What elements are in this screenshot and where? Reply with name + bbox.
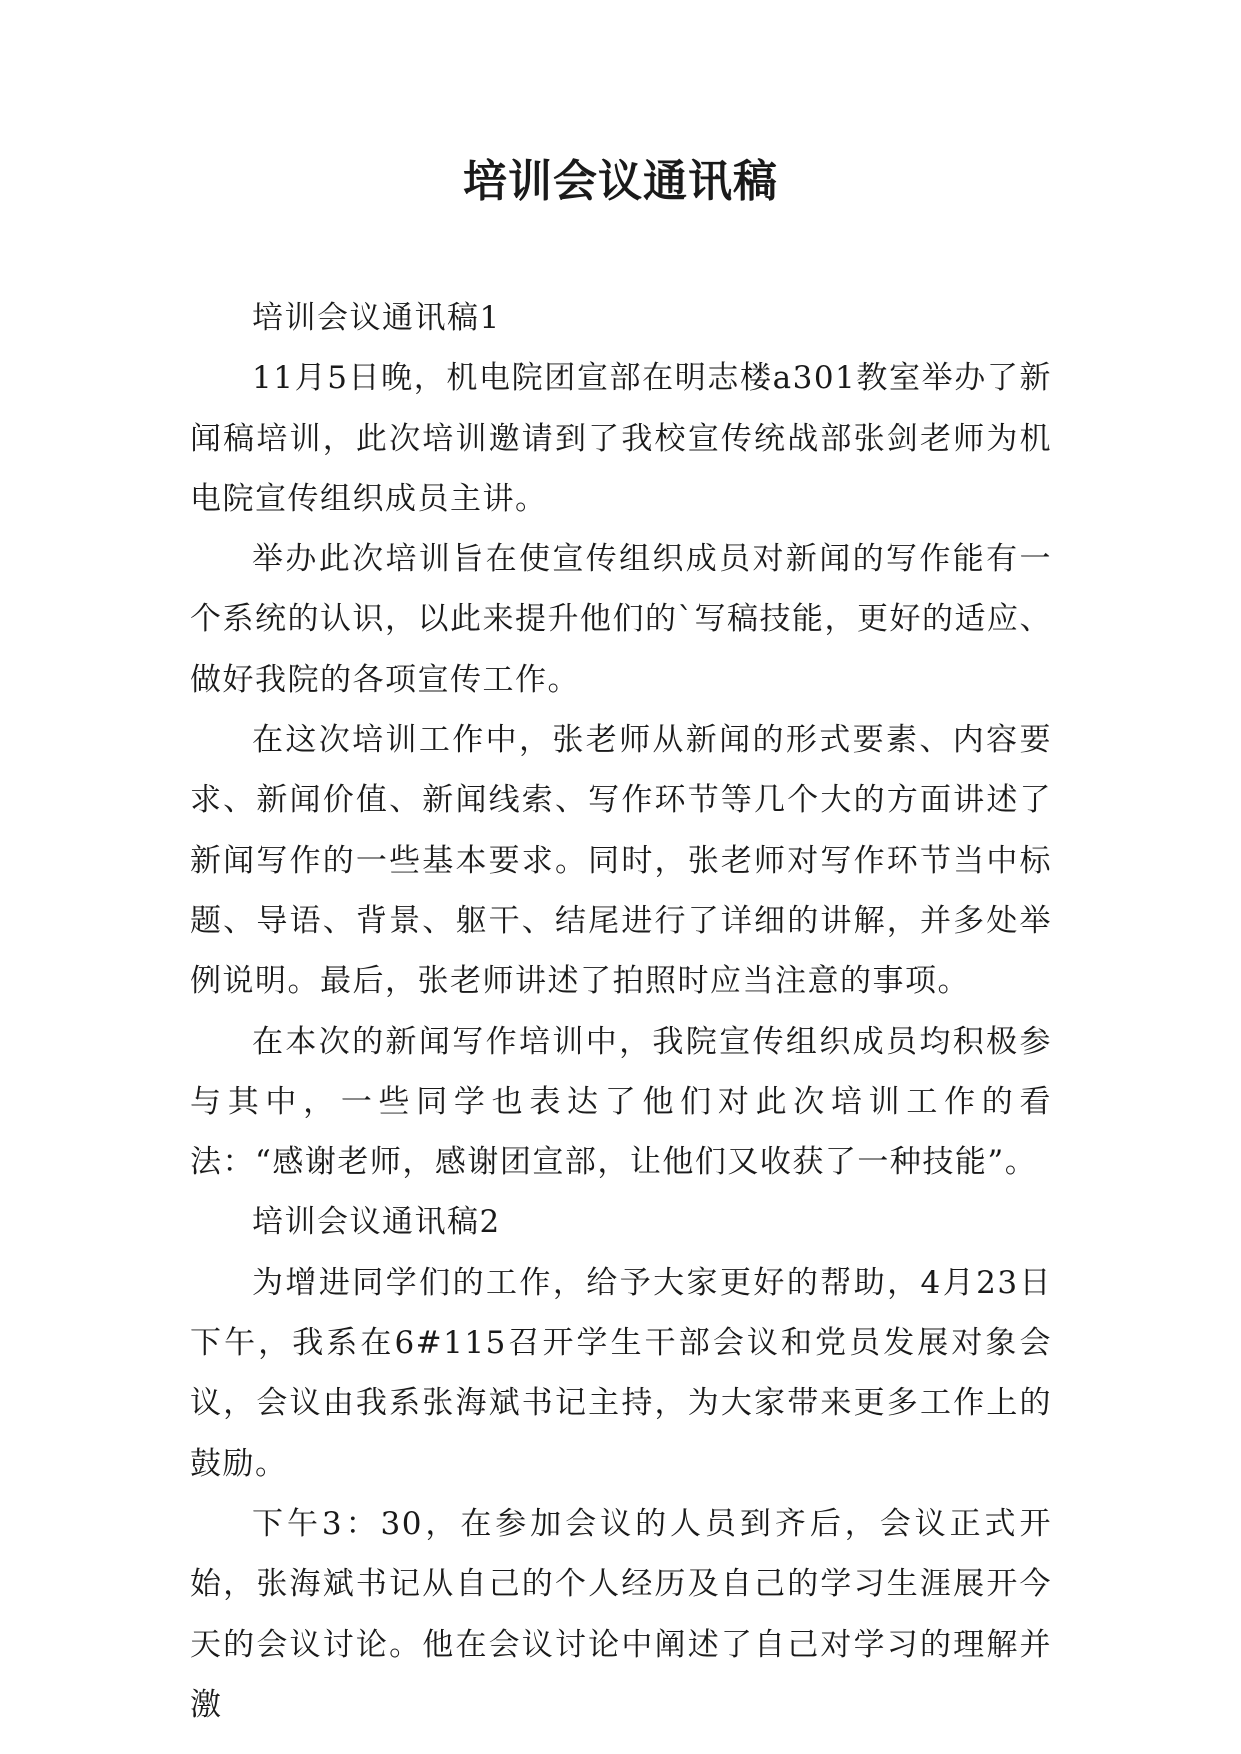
paragraph: 在这次培训工作中，张老师从新闻的形式要素、内容要求、新闻价值、新闻线索、写作环节等几个大的方面讲述了新闻写作的一些基本要求。同时，张老师对写作环节当中标题、导语、背景、躯干、结尾进行了详细的讲解，并多处举例说明。最后，张老师讲述了拍照时应当注意的事项。 [190, 722, 1052, 1000]
document-title: 培训会议通讯稿 [463, 156, 778, 207]
section-heading-1: 培训会议通讯稿1 [252, 300, 501, 336]
paragraph: 为增进同学们的工作，给予大家更好的帮助，4月23日下午，我系在6#115召开学生干部会议和党员发展对象会议，会议由我系张海斌书记主持，为大家带来更多工作上的鼓励。 [190, 1264, 1052, 1482]
section-heading-2: 培训会议通讯稿2 [252, 1204, 501, 1241]
paragraph: 在本次的新闻写作培训中，我院宣传组织成员均积极参与其中，一些同学也表达了他们对此次培训工作的看法：“感谢老师，感谢团宣部，让他们又收获了一种技能”。 [190, 1023, 1052, 1181]
paragraph: 11月5日晚，机电院团宣部在明志楼a301教室举办了新闻稿培训，此次培训邀请到了我校宣传统战部张剑老师为机电院宣传组织成员主讲。 [190, 360, 1052, 517]
document-body [190, 288, 1052, 1735]
paragraph: 下午3：30，在参加会议的人员到齐后，会议正式开始，张海斌书记从自己的个人经历及自己的学习生涯展开今天的会议讨论。他在会议讨论中阐述了自己对学习的理解并激 [190, 1505, 1052, 1723]
paragraph: 举办此次培训旨在使宣传组织成员对新闻的写作能有一个系统的认识，以此来提升他们的`写稿技能，更好的适应、做好我院的各项宣传工作。 [190, 541, 1052, 698]
